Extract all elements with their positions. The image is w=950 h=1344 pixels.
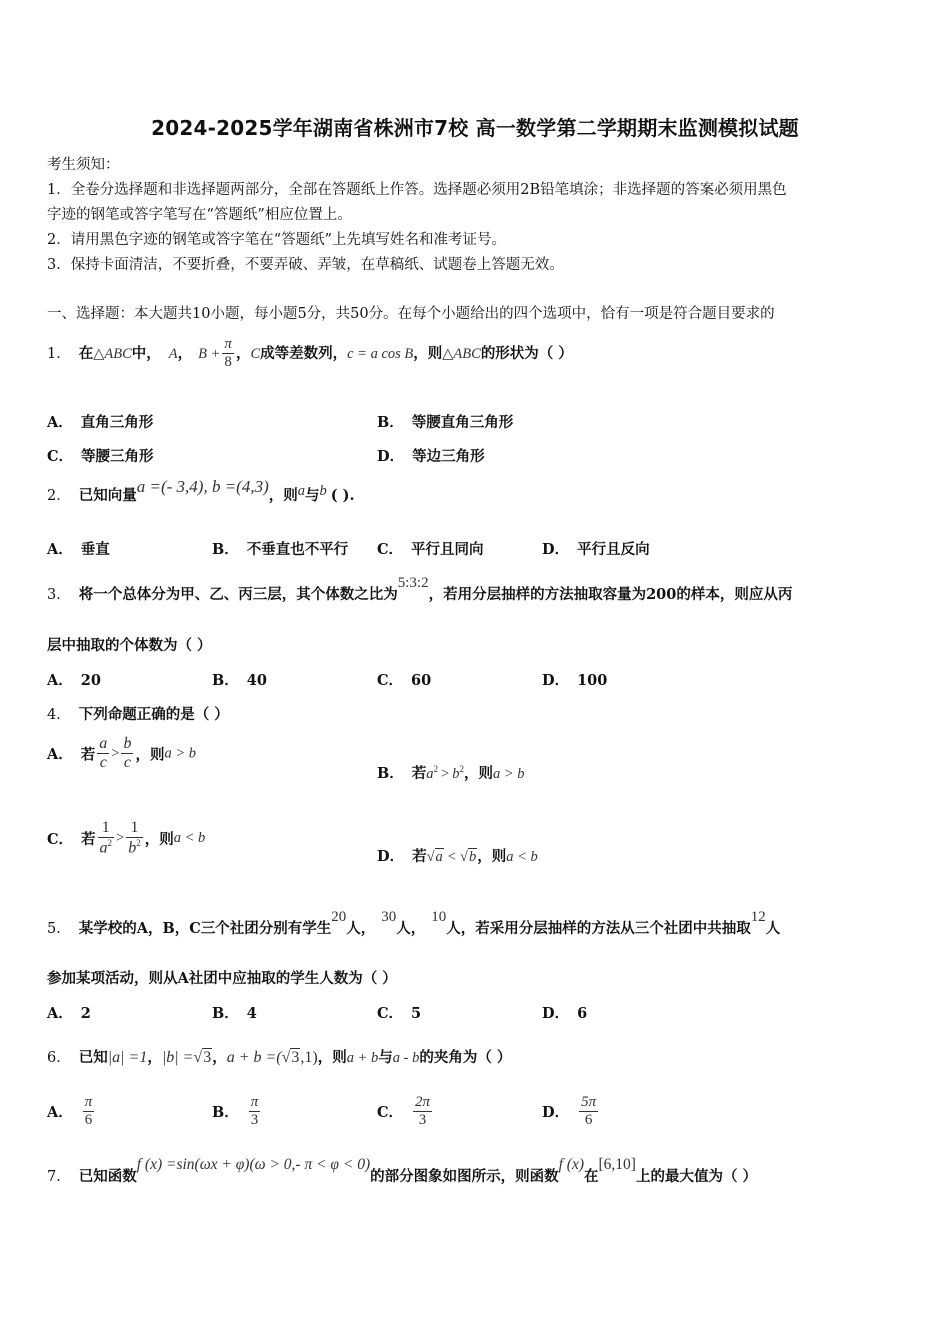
notice-header: 考生须知： <box>47 157 120 173</box>
q1-option-b[interactable]: B． 等腰直角三角形 <box>377 414 514 431</box>
q1-option-a[interactable]: A． 直角三角形 <box>47 414 154 431</box>
q4-option-c[interactable]: C． 若 $\frac{1}{a^2}$ > $\frac{1}{b^2}$ ，则a < b <box>47 819 206 857</box>
question-number: 3． <box>47 587 71 603</box>
question-7: 7． 已知函数f (x) =sin(ωx + φ)(ω > 0,- π < φ < 0)的部分图象如图所示，则函数f (x)在[6,10]上的最大值为（ ） <box>47 1156 758 1185</box>
q6-option-d[interactable]: D． $\frac{5\pi}{6}$ <box>542 1094 597 1129</box>
question-3-cont: 层中抽取的个体数为（ ） <box>47 637 212 654</box>
q3-option-d[interactable]: D． 100 <box>542 672 608 689</box>
section-heading: 一、选择题：本大题共10小题，每小题5分，共50分。在每个小题给出的四个选项中，恰有一项是符合题目要求的 <box>47 306 775 322</box>
q3-option-c[interactable]: C． 60 <box>377 672 432 689</box>
notice-item-1-cont: 字迹的钢笔或答字笔写在“答题纸”相应位置上。 <box>47 207 352 223</box>
question-4: 4． 下列命题正确的是（ ） <box>47 706 229 723</box>
question-number: 6． <box>47 1050 71 1066</box>
question-5: 5． 某学校的A，B，C三个社团分别有学生20人，30人，10人，若采用分层抽样的方法从三个社团中共抽取12人 <box>47 909 781 937</box>
q5-option-d[interactable]: D． 6 <box>542 1005 588 1022</box>
question-1: 1． 在△ABC中， A， B + $\frac{\pi}{8}$ ，C成等差数列，c = a cos B，则△ABC的形状为（ ） <box>47 336 573 371</box>
q2-option-c[interactable]: C． 平行且同向 <box>377 541 484 558</box>
q2-option-a[interactable]: A． 垂直 <box>47 541 110 558</box>
question-number: 1． <box>47 345 71 362</box>
question-6: 6． 已知|a| =1，|b| =√3，a + b =(√3,1)，则a + b与a - b的夹角为（ ） <box>47 1049 512 1066</box>
q5-option-c[interactable]: C． 5 <box>377 1005 422 1022</box>
question-number: 4． <box>47 707 71 723</box>
question-number: 2． <box>47 488 71 504</box>
page-title: 2024-2025学年湖南省株洲市7校 高一数学第二学期期末监测模拟试题 <box>151 116 799 140</box>
q1-option-c[interactable]: C． 等腰三角形 <box>47 448 154 465</box>
q4-option-b[interactable]: B． 若$a^2 > b^2$，则a > b <box>377 764 525 782</box>
q2-option-b[interactable]: B． 不垂直也不平行 <box>212 541 349 558</box>
q6-option-b[interactable]: B． $\frac{\pi}{3}$ <box>212 1094 259 1129</box>
notice-item-2: 2．请用黑色字迹的钢笔或答字笔在“答题纸”上先填写姓名和准考证号。 <box>47 232 507 248</box>
question-2: 2． 已知向量a =(- 3,4), b =(4,3)，则a与b ( ). <box>47 477 355 504</box>
q3-option-a[interactable]: A． 20 <box>47 672 101 689</box>
question-number: 7． <box>47 1169 71 1185</box>
q1-option-d[interactable]: D． 等边三角形 <box>377 448 485 465</box>
q6-option-a[interactable]: A． $\frac{\pi}{6}$ <box>47 1094 93 1129</box>
question-number: 5． <box>47 921 71 937</box>
q2-option-d[interactable]: D． 平行且反向 <box>542 541 650 558</box>
pi-over-8: $\frac{\pi}{8}$ <box>224 336 232 371</box>
question-5-cont: 参加某项活动，则从A社团中应抽取的学生人数为（ ） <box>47 970 397 987</box>
notice-item-3: 3．保持卡面清洁，不要折叠，不要弄破、弄皱，在草稿纸、试题卷上答题无效。 <box>47 257 564 273</box>
q4-option-d[interactable]: D． 若√a < √b，则a < b <box>377 848 538 865</box>
question-3: 3． 将一个总体分为甲、乙、丙三层，其个体数之比为5:3:2，若用分层抽样的方法抽取容量为200的样本，则应从丙 <box>47 575 793 603</box>
q5-option-a[interactable]: A． 2 <box>47 1005 91 1022</box>
notice-item-1: 1．全卷分选择题和非选择题两部分，全部在答题纸上作答。选择题必须用2B铅笔填涂；非选择题的答案必须用黑色 <box>47 182 787 198</box>
q5-option-b[interactable]: B． 4 <box>212 1005 257 1022</box>
q6-option-c[interactable]: C． $\frac{2\pi}{3}$ <box>377 1094 431 1129</box>
q3-option-b[interactable]: B． 40 <box>212 672 267 689</box>
q4-option-a[interactable]: A． 若 $\frac{a}{c}$ > $\frac{b}{c}$ ，则a > b <box>47 735 196 772</box>
